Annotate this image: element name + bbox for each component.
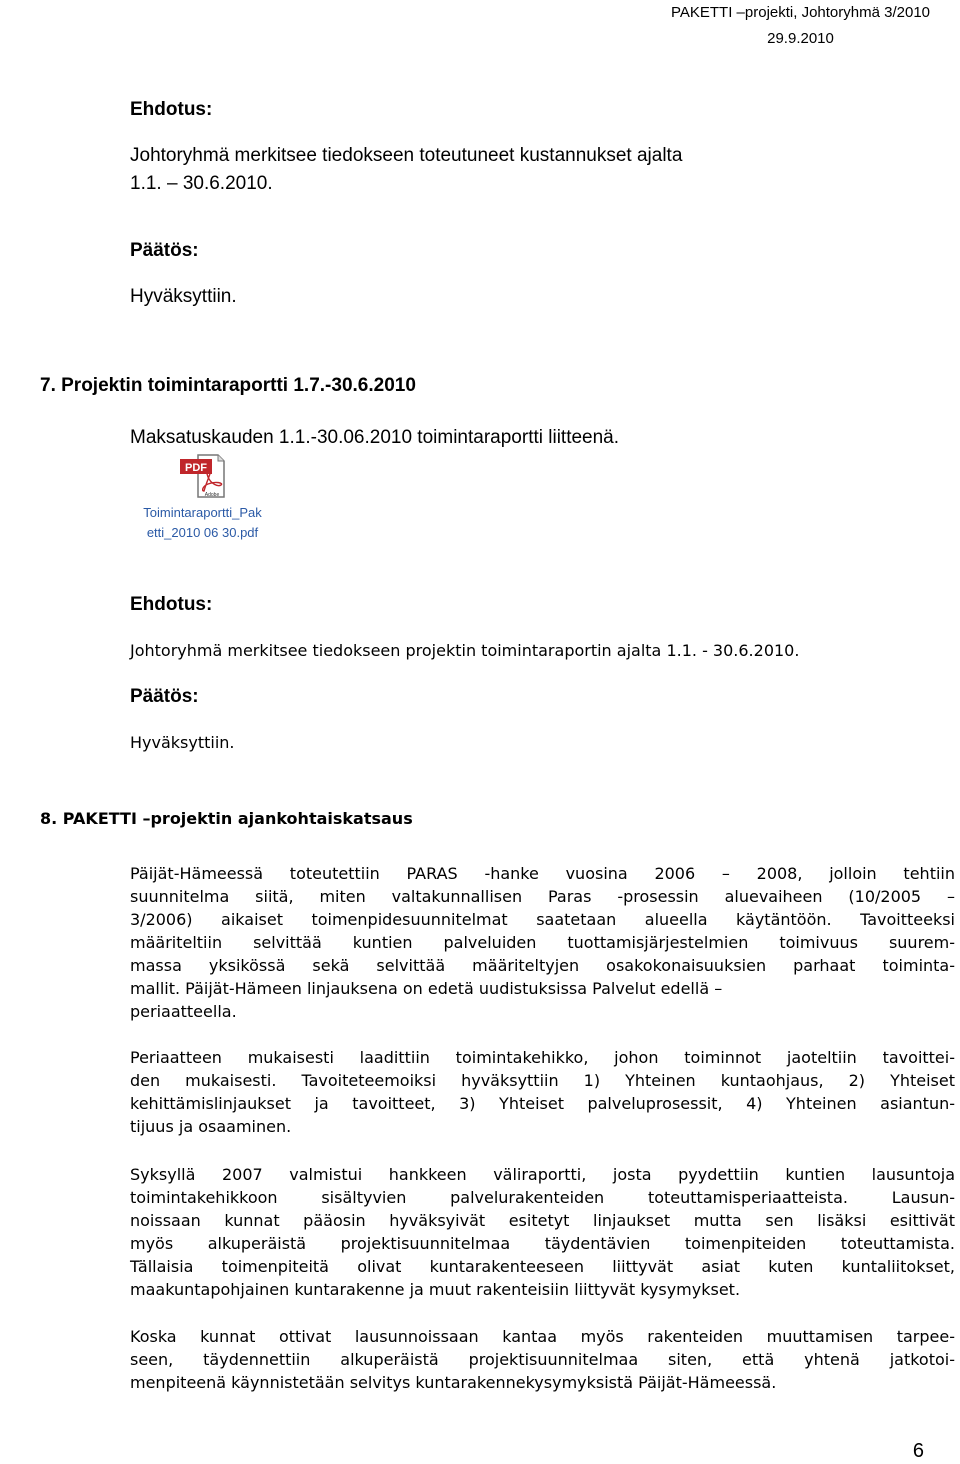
paragraph-line: Syksyllä 2007 valmistui hankkeen väliraportti, josta pyydettiin kuntien lausuntoja bbox=[130, 1165, 955, 1184]
header-date: 29.9.2010 bbox=[767, 30, 834, 47]
paatos-label-2: Päätös: bbox=[130, 686, 199, 707]
header-title: PAKETTI –projekti, Johtoryhmä 3/2010 bbox=[670, 4, 930, 21]
paragraph-line: toimintakehikkoon sisältyvien palvelurakenteiden toteuttamisperiaatteista. Lausun- bbox=[130, 1188, 955, 1207]
page-header bbox=[671, 0, 930, 52]
page-number: 6 bbox=[912, 1440, 924, 1462]
paatos-text-2: Hyväksyttiin. bbox=[130, 733, 235, 752]
paragraph-line: 3/2006) aikaiset toimenpidesuunnitelmat saatetaan alueella käytäntöön. Tavoitteeksi bbox=[130, 910, 955, 929]
section-7-intro: Maksatuskauden 1.1.-30.06.2010 toimintaraportti liitteenä. bbox=[130, 427, 620, 448]
paragraph-line: maakuntapohjainen kuntarakenne ja muut rakenteisiin liittyvät kysymykset. bbox=[130, 1280, 741, 1299]
paatos-label-1: Päätös: bbox=[130, 240, 199, 261]
ehdotus-text-1 bbox=[130, 142, 682, 198]
paragraph-line: Päijät-Hämeessä toteutettiin PARAS -hanke vuosina 2006 – 2008, jolloin tehtiin bbox=[130, 864, 955, 883]
attachment-pdf[interactable] bbox=[130, 453, 275, 543]
paragraph-line: massa yksikössä sekä selvittää määriteltyjen osakokonaisuuksien parhaat toiminta- bbox=[130, 956, 955, 975]
section-8-paragraph-4 bbox=[130, 1325, 955, 1394]
pdf-file-icon bbox=[178, 453, 228, 499]
paragraph-line: den mukaisesti. Tavoiteteemoiksi hyväksyttiin 1) Yhteinen kuntaohjaus, 2) Yhteiset bbox=[130, 1071, 955, 1090]
paragraph-line: noissaan kunnat pääosin hyväksyivät esitetyt linjaukset mutta sen lisäksi esittivät bbox=[130, 1211, 955, 1230]
ehdotus-label-2: Ehdotus: bbox=[130, 594, 213, 615]
ehdotus-label-1: Ehdotus: bbox=[130, 99, 213, 120]
paragraph-line: määriteltiin selvittää kuntien palveluiden tuottamisjärjestelmien toimivuus suurem- bbox=[130, 933, 955, 952]
paragraph-line: menpiteenä käynnistetään selvitys kuntarakennekysymyksistä Päijät-Hämeessä. bbox=[130, 1373, 777, 1392]
paragraph-line: Periaatteen mukaisesti laadittiin toimintakehikko, johon toiminnot jaoteltiin tavoittei- bbox=[130, 1048, 955, 1067]
paragraph-line: periaatteella. bbox=[130, 1002, 237, 1021]
section-8-paragraph-1 bbox=[130, 862, 955, 1023]
section-7-heading: 7. Projektin toimintaraportti 1.7.-30.6.2010 bbox=[40, 375, 416, 396]
paragraph-line: tijuus ja osaaminen. bbox=[130, 1117, 292, 1136]
ehdotus-text-1-line-1: Johtoryhmä merkitsee tiedokseen toteutuneet kustannukset ajalta bbox=[130, 145, 683, 166]
section-8-paragraph-3 bbox=[130, 1163, 955, 1301]
pdf-icon-label: PDF bbox=[184, 462, 207, 474]
paragraph-line: myös alkuperäistä projektisuunnitelmaa täydentävien toimenpiteiden toteuttamista. bbox=[130, 1234, 955, 1253]
paragraph-line: Tällaisia toimenpiteitä olivat kuntarakenteeseen liittyvät asiat kuten kuntaliitokset, bbox=[130, 1257, 955, 1276]
attachment-name-line-1: Toimintaraportti_Pak bbox=[143, 505, 262, 520]
attachment-name-line-2: etti_2010 06 30.pdf bbox=[146, 525, 259, 540]
section-8-heading: 8. PAKETTI –projektin ajankohtaiskatsaus bbox=[40, 809, 413, 828]
paragraph-line: suunnitelma siitä, miten valtakunnallisen Paras -prosessin aluevaiheen (10/2005 – bbox=[130, 887, 955, 906]
paatos-text-1: Hyväksyttiin. bbox=[130, 286, 237, 307]
section-8-paragraph-2 bbox=[130, 1046, 955, 1138]
paragraph-line: seen, täydennettiin alkuperäistä projektisuunnitelmaa siten, että yhtenä jatkotoi- bbox=[130, 1350, 955, 1369]
paragraph-line: mallit. Päijät-Hämeen linjauksena on edetä uudistuksissa Palvelut edellä – bbox=[130, 979, 723, 998]
ehdotus-text-2: Johtoryhmä merkitsee tiedokseen projektin toimintaraportin ajalta 1.1. - 30.6.2010. bbox=[130, 641, 800, 660]
paragraph-line: kehittämislinjaukset ja tavoitteet, 3) Yhteiset palveluprosessit, 4) Yhteinen asiantun- bbox=[130, 1094, 955, 1113]
ehdotus-text-1-line-2: 1.1. – 30.6.2010. bbox=[130, 173, 273, 194]
paragraph-line: Koska kunnat ottivat lausunnoissaan kantaa myös rakenteiden muuttamisen tarpee- bbox=[130, 1327, 955, 1346]
pdf-icon-sublabel: Adobe bbox=[204, 492, 219, 498]
